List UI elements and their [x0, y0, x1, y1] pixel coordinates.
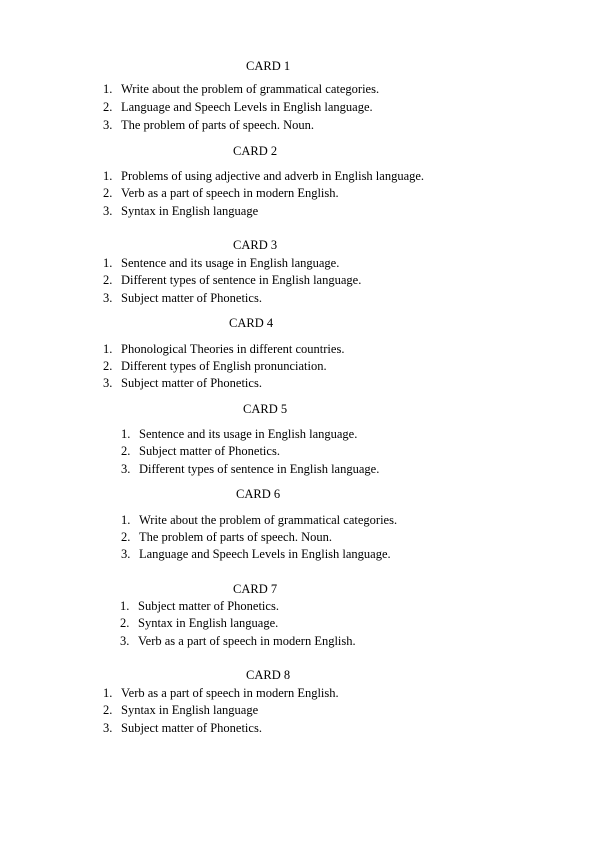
item-number: 3.: [121, 462, 131, 476]
item-number: 2.: [121, 444, 131, 458]
item-number: 1.: [121, 427, 131, 441]
card-title: CARD 6: [236, 487, 281, 501]
item-number: 3.: [103, 721, 113, 735]
card-title: CARD 5: [243, 402, 288, 416]
item-text: Verb as a part of speech in modern English.: [121, 686, 339, 700]
item-number: 2.: [120, 616, 130, 630]
item-text: Write about the problem of grammatical categories.: [139, 513, 398, 527]
item-text: The problem of parts of speech. Noun.: [121, 118, 314, 132]
item-number: 2.: [103, 100, 113, 114]
item-number: 2.: [103, 273, 113, 287]
item-text: Write about the problem of grammatical categories.: [121, 82, 380, 96]
card-title: CARD 7: [233, 582, 278, 596]
card-title: CARD 2: [233, 144, 278, 158]
item-number: 2.: [103, 186, 113, 200]
item-text: Different types of sentence in English language.: [121, 273, 362, 287]
item-number: 3.: [120, 634, 130, 648]
item-text: Subject matter of Phonetics.: [121, 721, 262, 735]
item-text: Subject matter of Phonetics.: [121, 376, 262, 390]
item-text: Syntax in English language: [121, 703, 259, 717]
item-text: Sentence and its usage in English language.: [139, 427, 358, 441]
item-text: Language and Speech Levels in English language.: [139, 547, 391, 561]
item-number: 2.: [103, 703, 113, 717]
item-text: Syntax in English language.: [138, 616, 279, 630]
item-number: 1.: [103, 342, 113, 356]
item-number: 3.: [103, 376, 113, 390]
item-text: Verb as a part of speech in modern English.: [138, 634, 356, 648]
item-number: 1.: [103, 256, 113, 270]
item-text: Subject matter of Phonetics.: [139, 444, 280, 458]
item-text: Verb as a part of speech in modern English.: [121, 186, 339, 200]
item-text: Subject matter of Phonetics.: [138, 599, 279, 613]
card-title: CARD 1: [246, 59, 291, 73]
item-text: Subject matter of Phonetics.: [121, 291, 262, 305]
item-number: 1.: [103, 686, 113, 700]
item-text: Different types of English pronunciation.: [121, 359, 327, 373]
item-text: Syntax in English language: [121, 204, 259, 218]
item-text: Phonological Theories in different countries.: [121, 342, 345, 356]
item-text: The problem of parts of speech. Noun.: [139, 530, 332, 544]
card-title: CARD 4: [229, 316, 274, 330]
item-number: 3.: [121, 547, 131, 561]
item-number: 2.: [103, 359, 113, 373]
item-number: 1.: [120, 599, 130, 613]
item-number: 3.: [103, 118, 113, 132]
item-text: Problems of using adjective and adverb in English language.: [121, 169, 425, 183]
item-number: 3.: [103, 291, 113, 305]
item-number: 3.: [103, 204, 113, 218]
card-title: CARD 8: [246, 668, 291, 682]
item-number: 2.: [121, 530, 131, 544]
item-number: 1.: [103, 169, 113, 183]
item-number: 1.: [121, 513, 131, 527]
item-text: Different types of sentence in English language.: [139, 462, 380, 476]
card-title: CARD 3: [233, 238, 278, 252]
item-number: 1.: [103, 82, 113, 96]
item-text: Sentence and its usage in English language.: [121, 256, 340, 270]
item-text: Language and Speech Levels in English language.: [121, 100, 373, 114]
